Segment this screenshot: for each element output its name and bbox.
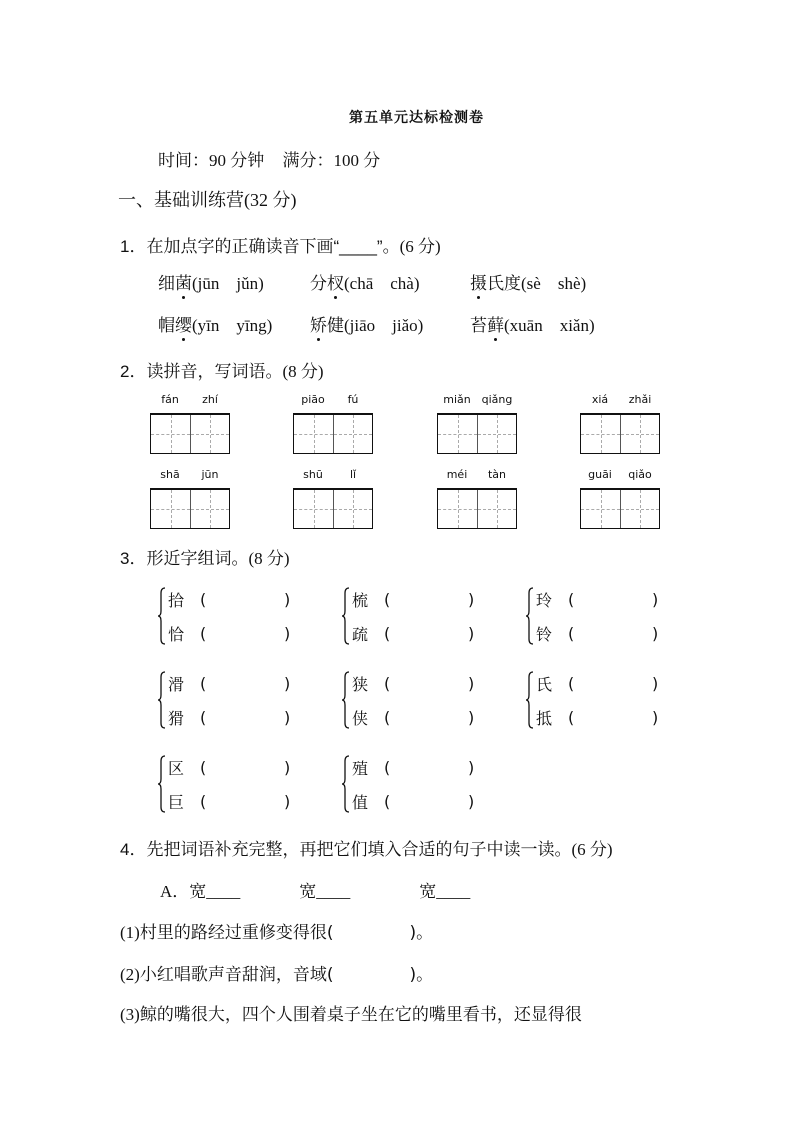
writing-box[interactable]: [437, 393, 517, 454]
answer-blank-close: ): [284, 791, 291, 811]
q1-item: [158, 311, 272, 336]
char-pair-row: [352, 789, 474, 813]
q1-options: (xuān xiǎn): [504, 316, 595, 335]
q1-dotted-char: 摄: [470, 269, 487, 294]
char-cell[interactable]: [477, 490, 516, 528]
char-pair-group: [158, 585, 318, 647]
pinyin-label: [293, 393, 373, 409]
brace-icon: [342, 755, 350, 813]
section-heading: 一、基础训练营(32 分): [118, 190, 297, 210]
similar-char: 恰: [168, 624, 185, 644]
char-cell[interactable]: [294, 415, 333, 453]
pinyin-syllable: shū: [303, 468, 323, 481]
similar-char: 氏: [536, 674, 553, 694]
question-4-prompt: [120, 835, 613, 860]
question-2-prompt: [120, 357, 324, 382]
similar-char: 巨: [168, 792, 185, 812]
brace-icon: [158, 587, 166, 645]
q1-item: [310, 311, 423, 336]
q1-char: 分: [310, 274, 327, 293]
similar-char: 拾: [168, 590, 185, 610]
tianzige-grid[interactable]: [437, 488, 517, 529]
sentence-end: )。: [409, 923, 434, 943]
q4-sentence: [120, 960, 433, 985]
answer-blank-close: ): [652, 623, 659, 643]
char-pair-group: [526, 669, 686, 731]
similar-char: 侠: [352, 708, 369, 728]
char-pair-row: [168, 705, 290, 729]
exam-meta: [158, 146, 394, 171]
q1-dotted-char: 菌: [175, 269, 192, 294]
q1-char: 细: [158, 274, 175, 293]
brace-icon: [158, 755, 166, 813]
time-limit: 时间：90 分钟: [158, 151, 265, 170]
char-pair-row: [536, 705, 658, 729]
pinyin-syllable: zhí: [202, 393, 218, 406]
answer-blank-open[interactable]: (: [384, 589, 391, 609]
pinyin-label: [437, 468, 517, 484]
answer-blank-close: ): [284, 589, 291, 609]
pinyin-label: [150, 468, 230, 484]
char-cell[interactable]: [581, 490, 620, 528]
answer-blank-close: ): [284, 757, 291, 777]
writing-box[interactable]: [580, 468, 660, 529]
answer-blank-close: ): [652, 707, 659, 727]
char-cell[interactable]: [333, 415, 372, 453]
char-cell[interactable]: [620, 490, 659, 528]
char-pair-row: [168, 587, 290, 611]
similar-char: 区: [168, 758, 185, 778]
q1-item: [310, 269, 420, 294]
q1-text: 1．在加点字的正确读音下画“____”。: [120, 237, 400, 256]
pinyin-syllable: piāo: [301, 393, 325, 406]
answer-blank-open[interactable]: (: [200, 757, 207, 777]
char-pair-group: [158, 669, 318, 731]
q4-text: 4．先把词语补充完整，再把它们填入合适的句子中读一读。: [120, 840, 572, 859]
pinyin-syllable: miǎn: [443, 393, 471, 406]
sentence-number: (2): [120, 965, 140, 984]
char-pair-row: [168, 671, 290, 695]
word-blank[interactable]: 宽____: [189, 882, 241, 901]
full-score: 满分：100 分: [282, 151, 381, 170]
answer-blank-open[interactable]: (: [384, 707, 391, 727]
answer-blank-open[interactable]: (: [200, 623, 207, 643]
q2-text: 2．读拼音，写词语。: [120, 362, 283, 381]
char-pair-row: [168, 755, 290, 779]
writing-box[interactable]: [437, 468, 517, 529]
pinyin-syllable: xiá: [591, 393, 609, 406]
answer-blank-close: ): [284, 623, 291, 643]
similar-char: 玲: [536, 590, 553, 610]
char-pair-row: [352, 587, 474, 611]
sentence-text: 小红唱歌声音甜润，音域(: [139, 965, 334, 985]
similar-char: 值: [352, 792, 369, 812]
answer-blank-open[interactable]: (: [200, 673, 207, 693]
tianzige-grid[interactable]: [150, 413, 230, 454]
char-pair-row: [352, 671, 474, 695]
tianzige-grid[interactable]: [437, 413, 517, 454]
pinyin-syllable: fán: [161, 393, 179, 406]
sentence-text: 村里的路经过重修变得很(: [139, 923, 334, 943]
q4-sentence: [120, 1000, 582, 1025]
similar-char: 铃: [536, 624, 553, 644]
q1-options: (chā chà): [344, 274, 420, 293]
pinyin-syllable: lǐ: [349, 468, 357, 481]
char-cell[interactable]: [438, 490, 477, 528]
answer-blank-close: ): [468, 589, 475, 609]
char-pair-row: [168, 621, 290, 645]
answer-blank-close: ): [652, 673, 659, 693]
similar-char: 狭: [352, 674, 369, 694]
char-cell[interactable]: [438, 415, 477, 453]
char-pair-group: [526, 585, 686, 647]
q4-points: (6 分): [571, 840, 613, 859]
pinyin-syllable: qiǎo: [628, 468, 652, 481]
q1-dotted-char: 矫: [310, 311, 327, 336]
similar-char: 猾: [168, 708, 185, 728]
char-pair-row: [536, 621, 658, 645]
similar-char: 疏: [352, 624, 369, 644]
similar-char: 抵: [536, 708, 553, 728]
q1-item: [158, 269, 264, 294]
tianzige-grid[interactable]: [293, 413, 373, 454]
answer-blank-open[interactable]: (: [200, 791, 207, 811]
char-cell[interactable]: [333, 490, 372, 528]
answer-blank-open[interactable]: (: [568, 623, 575, 643]
brace-icon: [526, 671, 534, 729]
q1-item: [470, 269, 586, 294]
answer-blank-open[interactable]: (: [568, 589, 575, 609]
q3-points: (8 分): [248, 549, 290, 568]
char-pair-group: [158, 753, 318, 815]
answer-blank-close: ): [468, 673, 475, 693]
similar-char: 殖: [352, 758, 369, 778]
char-pair-group: [342, 753, 502, 815]
question-3-prompt: [120, 544, 290, 569]
pinyin-label: [437, 393, 517, 409]
pinyin-syllable: guāi: [588, 468, 612, 481]
char-pair-row: [536, 587, 658, 611]
char-pair-row: [536, 671, 658, 695]
q1-points: (6 分): [399, 237, 441, 256]
sentence-number: (1): [120, 923, 140, 942]
q1-char: 氏度: [487, 274, 521, 293]
similar-char: 梳: [352, 590, 369, 610]
char-pair-group: [342, 669, 502, 731]
pinyin-label: [580, 468, 660, 484]
pinyin-syllable: qiǎng: [481, 393, 513, 406]
brace-icon: [342, 587, 350, 645]
tianzige-grid[interactable]: [580, 488, 660, 529]
word-blank[interactable]: 宽____: [419, 882, 471, 901]
char-pair-group: [342, 585, 502, 647]
q1-char: 健: [327, 316, 344, 335]
char-pair-row: [352, 705, 474, 729]
q1-dotted-char: 缨: [175, 311, 192, 336]
tianzige-grid[interactable]: [293, 488, 373, 529]
question-1-prompt: [120, 232, 441, 257]
pinyin-syllable: fú: [347, 393, 359, 406]
tianzige-grid[interactable]: [580, 413, 660, 454]
q1-dotted-char: 藓: [487, 311, 504, 336]
q1-options: (jiāo jiǎo): [344, 316, 424, 335]
q4-word-blanks: [160, 877, 470, 902]
tianzige-grid[interactable]: [150, 488, 230, 529]
pinyin-syllable: tàn: [487, 468, 507, 481]
char-cell[interactable]: [151, 490, 190, 528]
answer-blank-open[interactable]: (: [384, 623, 391, 643]
option-label: A．: [160, 882, 190, 901]
char-pair-row: [352, 755, 474, 779]
sentence-end: )。: [409, 965, 434, 985]
writing-box[interactable]: [293, 468, 373, 529]
pinyin-label: [580, 393, 660, 409]
word-blank[interactable]: 宽____: [299, 882, 351, 901]
char-pair-row: [352, 621, 474, 645]
pinyin-syllable: shā: [160, 468, 180, 481]
answer-blank-close: ): [284, 707, 291, 727]
answer-blank-open[interactable]: (: [200, 589, 207, 609]
char-cell[interactable]: [190, 490, 229, 528]
char-pair-row: [168, 789, 290, 813]
q1-options: (sè shè): [521, 274, 587, 293]
pinyin-syllable: méi: [446, 468, 468, 481]
answer-blank-open[interactable]: (: [384, 791, 391, 811]
page-title: 第五单元达标检测卷: [349, 111, 484, 126]
answer-blank-open[interactable]: (: [200, 707, 207, 727]
similar-char: 滑: [168, 674, 185, 694]
brace-icon: [526, 587, 534, 645]
q1-options: (jūn jǔn): [192, 274, 264, 293]
q4-sentence: [120, 918, 433, 943]
answer-blank-close: ): [468, 791, 475, 811]
answer-blank-open[interactable]: (: [384, 673, 391, 693]
q3-text: 3．形近字组词。: [120, 549, 249, 568]
answer-blank-open[interactable]: (: [568, 673, 575, 693]
q1-options: (yīn yīng): [192, 316, 273, 335]
pinyin-label: [293, 468, 373, 484]
pinyin-syllable: jūn: [201, 468, 219, 481]
answer-blank-close: ): [468, 707, 475, 727]
writing-box[interactable]: [150, 393, 230, 454]
char-cell[interactable]: [151, 415, 190, 453]
char-cell[interactable]: [620, 415, 659, 453]
brace-icon: [158, 671, 166, 729]
char-cell[interactable]: [477, 415, 516, 453]
answer-blank-open[interactable]: (: [568, 707, 575, 727]
sentence-number: (3): [120, 1005, 140, 1024]
q1-char: 苔: [470, 316, 487, 335]
answer-blank-close: ): [284, 673, 291, 693]
writing-box[interactable]: [293, 393, 373, 454]
answer-blank-close: ): [468, 623, 475, 643]
sentence-text: 鲸的嘴很大，四个人围着桌子坐在它的嘴里看书，还显得很: [139, 1005, 582, 1025]
answer-blank-close: ): [468, 757, 475, 777]
pinyin-syllable: zhǎi: [628, 393, 652, 406]
char-cell[interactable]: [581, 415, 620, 453]
writing-box[interactable]: [580, 393, 660, 454]
char-cell[interactable]: [294, 490, 333, 528]
q2-points: (8 分): [282, 362, 324, 381]
q1-item: [470, 311, 595, 336]
char-cell[interactable]: [190, 415, 229, 453]
q1-char: 帽: [158, 316, 175, 335]
pinyin-label: [150, 393, 230, 409]
q1-dotted-char: 杈: [327, 269, 344, 294]
brace-icon: [342, 671, 350, 729]
answer-blank-open[interactable]: (: [384, 757, 391, 777]
writing-box[interactable]: [150, 468, 230, 529]
answer-blank-close: ): [652, 589, 659, 609]
